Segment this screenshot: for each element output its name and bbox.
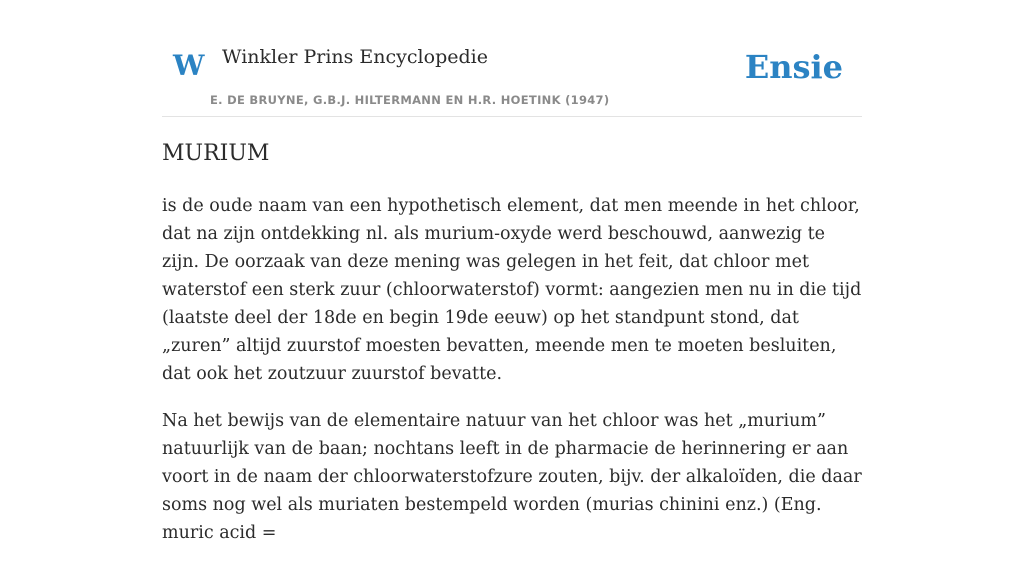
- article-title: MURIUM: [162, 141, 270, 166]
- brand-logo[interactable]: Ensie: [744, 48, 843, 86]
- source-logo-icon[interactable]: W: [173, 49, 205, 82]
- article-body: [162, 192, 862, 566]
- source-authors: E. DE BRUYNE, G.B.J. HILTERMANN EN H.R. HOETINK (1947): [210, 93, 610, 107]
- source-title-link[interactable]: Winkler Prins Encyclopedie: [222, 46, 488, 68]
- page: [162, 0, 862, 543]
- article-paragraph: Na het bewijs van de elementaire natuur van het chloor was het „murium” natuurlijk van de baan; nochtans leeft in de pharmacie de herinnering er aan voort in de naam der chloorwaterstofzure zouten, bijv. der alkaloïden, die daar soms nog wel als muriaten bestempeld worden (murias chinini enz.) (Eng. muric acid =: [162, 411, 862, 543]
- header: [162, 0, 862, 117]
- article-paragraph: is de oude naam van een hypothetisch element, dat men meende in het chloor, dat na zijn ontdekking nl. als murium-oxyde werd beschouwd, aanwezig te zijn. De oorzaak van deze mening was gelegen in het feit, dat chloor met waterstof een sterk zuur (chloorwaterstof) vormt: aangezien men nu in die tijd (laatste deel der 18de en begin 19de eeuw) op het standpunt stond, dat „zuren” altijd zuurstof moesten bevatten, meende men te moeten besluiten, dat ook het zoutzuur zuurstof bevatte.: [162, 196, 862, 384]
